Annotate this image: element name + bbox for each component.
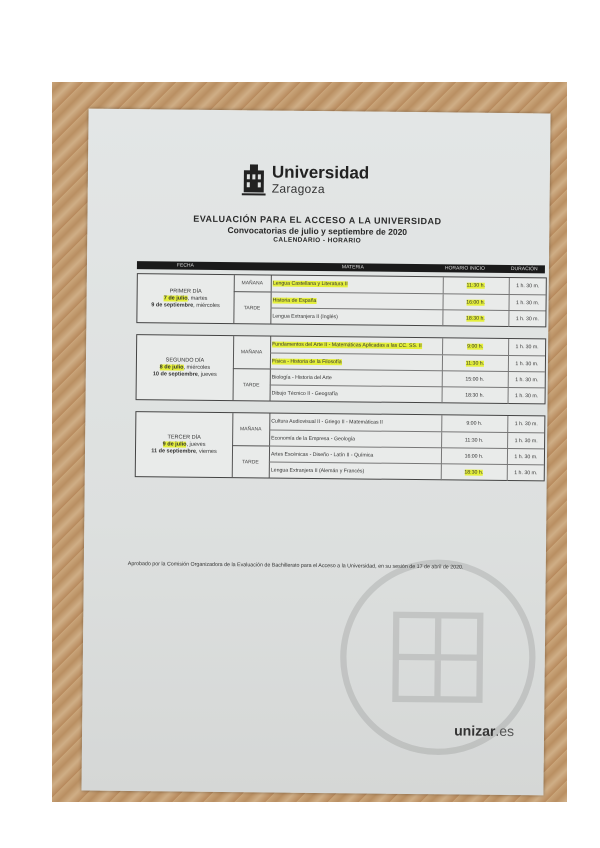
subject-cell: Cultura Audiovisual II - Griego II - Matemáticas II: [271, 418, 383, 426]
time-cell: 18:30 h.: [441, 464, 506, 481]
time-cell: 11:30 h.: [443, 277, 508, 294]
day-cell: [137, 274, 234, 323]
subject-cell: Lengua Extranjera II (Inglés): [272, 313, 338, 321]
day-label: PRIMER DÍA: [169, 287, 202, 295]
slot-label: MAÑANA: [233, 336, 271, 369]
july-date: 9 de julio: [162, 440, 187, 448]
duration-cell: 1 h. 30 m.: [507, 433, 544, 449]
subject-cell: Artes Escénicas - Diseño - Latín II - Química: [270, 451, 374, 459]
brand-suffix: .es: [495, 722, 515, 740]
time-cell: 18:30 h.: [442, 387, 507, 404]
header-horario: HORARIO INICIO: [444, 265, 485, 272]
subject-cell: Biología - Historia del Arte: [271, 374, 332, 382]
subject-cell: Economía de la Empresa - Geología: [271, 435, 356, 443]
time-cell: 16:00 h.: [442, 294, 507, 311]
subject-cell: Dibujo Técnico II - Geografía: [271, 390, 338, 398]
table-row: [269, 462, 544, 482]
duration-cell: 1 h. 30 m.: [507, 465, 544, 481]
time-cell: 18:30 h.: [442, 310, 507, 327]
title-calendar: CALENDARIO - HORARIO: [273, 236, 362, 245]
july-weekday: , miércoles: [183, 364, 211, 371]
time-cell: 11:30 h.: [442, 355, 507, 372]
sept-date: 9 de septiembre: [151, 301, 194, 309]
day-block-3: [135, 411, 546, 481]
subject-cell: Fundamentos del Arte II - Matemáticas Aplicadas a las CC. SS. II: [272, 341, 422, 350]
duration-cell: 1 h. 30 m.: [508, 372, 545, 388]
document-titles: [147, 213, 487, 246]
day-label: TERCER DÍA: [167, 433, 201, 441]
sept-weekday: , jueves: [197, 371, 217, 378]
day-label: SEGUNDO DÍA: [165, 356, 205, 364]
duration-cell: 1 h. 30 m.: [509, 278, 546, 294]
table-header: [137, 261, 545, 273]
day-cell: [137, 335, 235, 400]
duration-cell: 1 h. 30 m.: [508, 356, 545, 372]
sept-date: 11 de septiembre: [151, 447, 196, 455]
subject-cell: Física - Historia de la Filosofía: [271, 358, 342, 366]
duration-cell: 1 h. 30 m.: [508, 295, 545, 311]
time-cell: 9:00 h.: [442, 338, 507, 355]
july-weekday: , jueves: [186, 441, 206, 448]
slot-label: TARDE: [232, 446, 270, 477]
table-row: [270, 385, 545, 405]
university-logo: [242, 162, 412, 204]
unizar-brand: [454, 722, 514, 739]
photo-background: [52, 82, 567, 802]
brand-main: unizar: [454, 722, 496, 739]
subject-cell: Historia de España: [272, 297, 317, 304]
slot-label: TARDE: [233, 292, 271, 323]
duration-cell: 1 h. 30 m.: [508, 311, 545, 327]
subject-cell: Lengua Extranjera II (Alemán y Francés): [270, 467, 365, 475]
time-cell: 11:30 h.: [441, 432, 506, 449]
duration-cell: 1 h. 30 m.: [507, 416, 544, 432]
time-cell: 15:00 h.: [442, 371, 507, 388]
july-date: 7 de julio: [163, 294, 188, 302]
duration-cell: 1 h. 30 m.: [508, 388, 545, 404]
sept-date: 10 de septiembre: [152, 370, 198, 378]
header-duracion: DURACIÓN: [510, 266, 538, 273]
july-weekday: , martes: [187, 295, 208, 302]
approval-note: Aprobado por la Comisión Organizadora de la Evaluación de Bachillerato para el Acceso a la Universidad, en su sesión de 17 de abril de 2020.: [127, 561, 464, 571]
day-cell: [136, 412, 234, 477]
sept-weekday: , viernes: [195, 448, 217, 455]
title-sub: Convocatorias de julio y septiembre de 2020: [227, 225, 408, 237]
subject-cell: Lengua Castellana y Literatura II: [272, 280, 348, 288]
tower-icon: [242, 164, 266, 198]
time-cell: 9:00 h.: [441, 415, 506, 432]
duration-cell: 1 h. 30 m.: [508, 339, 545, 355]
table-row: [270, 308, 545, 328]
logo-city: Zaragoza: [271, 181, 325, 197]
day-block-1: [136, 273, 547, 327]
slot-label: TARDE: [233, 369, 271, 400]
document-sheet: [81, 109, 550, 796]
duration-cell: 1 h. 30 m.: [507, 449, 544, 465]
sept-weekday: , miércoles: [193, 302, 220, 309]
july-date: 8 de julio: [159, 363, 184, 371]
header-materia: MATERIA: [341, 264, 364, 271]
time-cell: 16:00 h.: [441, 448, 506, 465]
title-main: EVALUACIÓN PARA EL ACCESO A LA UNIVERSIDAD: [193, 213, 442, 227]
slot-label: MAÑANA: [234, 275, 272, 292]
logo-name: Universidad: [271, 162, 370, 183]
header-fecha: FECHA: [176, 262, 194, 269]
day-block-2: [136, 334, 547, 404]
slot-label: MAÑANA: [232, 413, 270, 446]
